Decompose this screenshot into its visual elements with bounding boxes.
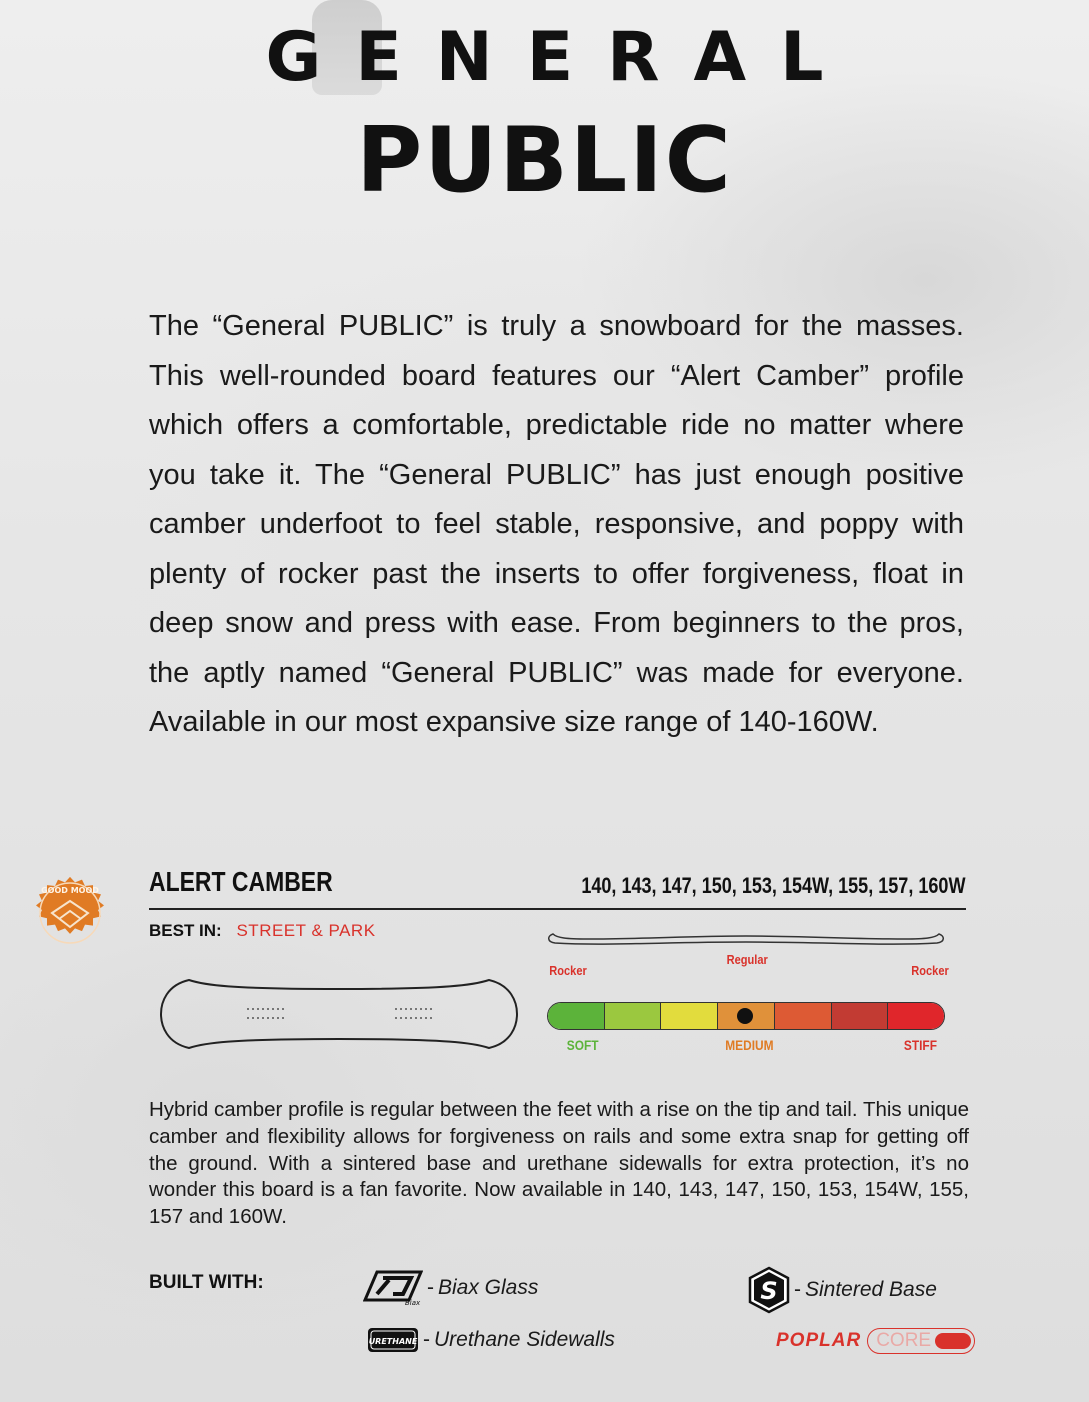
tech-sintered-base xyxy=(748,1266,937,1314)
title-public: PUBLIC xyxy=(356,108,733,213)
poplar-label: POPLAR xyxy=(776,1330,862,1351)
flex-segment xyxy=(548,1003,605,1029)
urethane-sidewalls-label: Urethane Sidewalls xyxy=(434,1328,615,1351)
flex-label-medium: MEDIUM xyxy=(725,1037,774,1053)
sintered-base-icon xyxy=(748,1266,790,1314)
biax-glass-label: Biax Glass xyxy=(438,1276,539,1299)
svg-text:Biax: Biax xyxy=(405,1299,421,1306)
flex-segment xyxy=(888,1003,944,1029)
core-label: CORE xyxy=(876,1330,932,1351)
title-general: GENERAL xyxy=(265,18,858,97)
urethane-icon-text: URETHANE xyxy=(368,1337,418,1346)
badge-text: GOOD MOOD xyxy=(41,886,99,895)
built-with-label: BUILT WITH: xyxy=(149,1272,264,1293)
flex-segment xyxy=(605,1003,662,1029)
camber-blurb: Hybrid camber profile is regular between the feet with a rise on the tip and tail. This unique camber and flexibility allows for forgiveness on rails and some extra snap for getting off the ground. With a sintered base and urethane sidewalls for extra protection, it’s no wonder this board is a fan favorite. Now available in 140, 143, 147, 150, 153, 154W, 155, 157 and 160W. xyxy=(149,1098,969,1229)
profile-name: ALERT CAMBER xyxy=(149,866,333,897)
good-mood-badge-icon xyxy=(26,869,114,957)
urethane-icon xyxy=(367,1326,419,1354)
camber-label-right: Rocker xyxy=(911,963,949,978)
tech-urethane-sidewalls xyxy=(367,1326,615,1354)
camber-label-center: Regular xyxy=(726,952,768,967)
sintered-base-label: Sintered Base xyxy=(805,1278,937,1301)
divider xyxy=(149,908,966,910)
best-in-value: STREET & PARK xyxy=(236,921,376,940)
best-in-label: BEST IN: xyxy=(149,921,222,940)
size-list: 140, 143, 147, 150, 153, 154W, 155, 157, 160W xyxy=(580,873,965,898)
camber-label-left: Rocker xyxy=(549,963,587,978)
core-badge xyxy=(867,1328,975,1354)
best-in xyxy=(149,921,376,941)
flex-label-stiff: STIFF xyxy=(903,1037,937,1053)
poplar-core-logo xyxy=(776,1328,975,1354)
flex-segment xyxy=(775,1003,832,1029)
flex-indicator-dot xyxy=(737,1008,753,1024)
tech-biax-glass xyxy=(363,1270,538,1306)
flex-segment xyxy=(661,1003,718,1029)
flex-segment xyxy=(832,1003,889,1029)
urethane-separator: - xyxy=(423,1328,430,1351)
biax-glass-icon xyxy=(363,1270,423,1306)
flex-label-soft: SOFT xyxy=(566,1037,599,1053)
product-description: The “General PUBLIC” is truly a snowboard for the masses. This well-rounded board features our “Alert Camber” profile which offers a comfortable, predictable ride no matter where you take it. The “General PUBLIC” has just enough positive camber underfoot to feel stable, responsive, and poppy with plenty of rocker past the inserts to offer forgiveness, float in deep snow and press with ease. From beginners to the pros, the aptly named “General PUBLIC” was made for everyone. Available in our most expansive size range of 140-160W. xyxy=(149,310,964,738)
sintered-separator: - xyxy=(794,1278,801,1301)
svg-text:S: S xyxy=(760,1277,778,1305)
biax-separator: - xyxy=(427,1276,434,1299)
core-pill-icon xyxy=(935,1333,971,1349)
board-outline-icon xyxy=(159,977,519,1051)
